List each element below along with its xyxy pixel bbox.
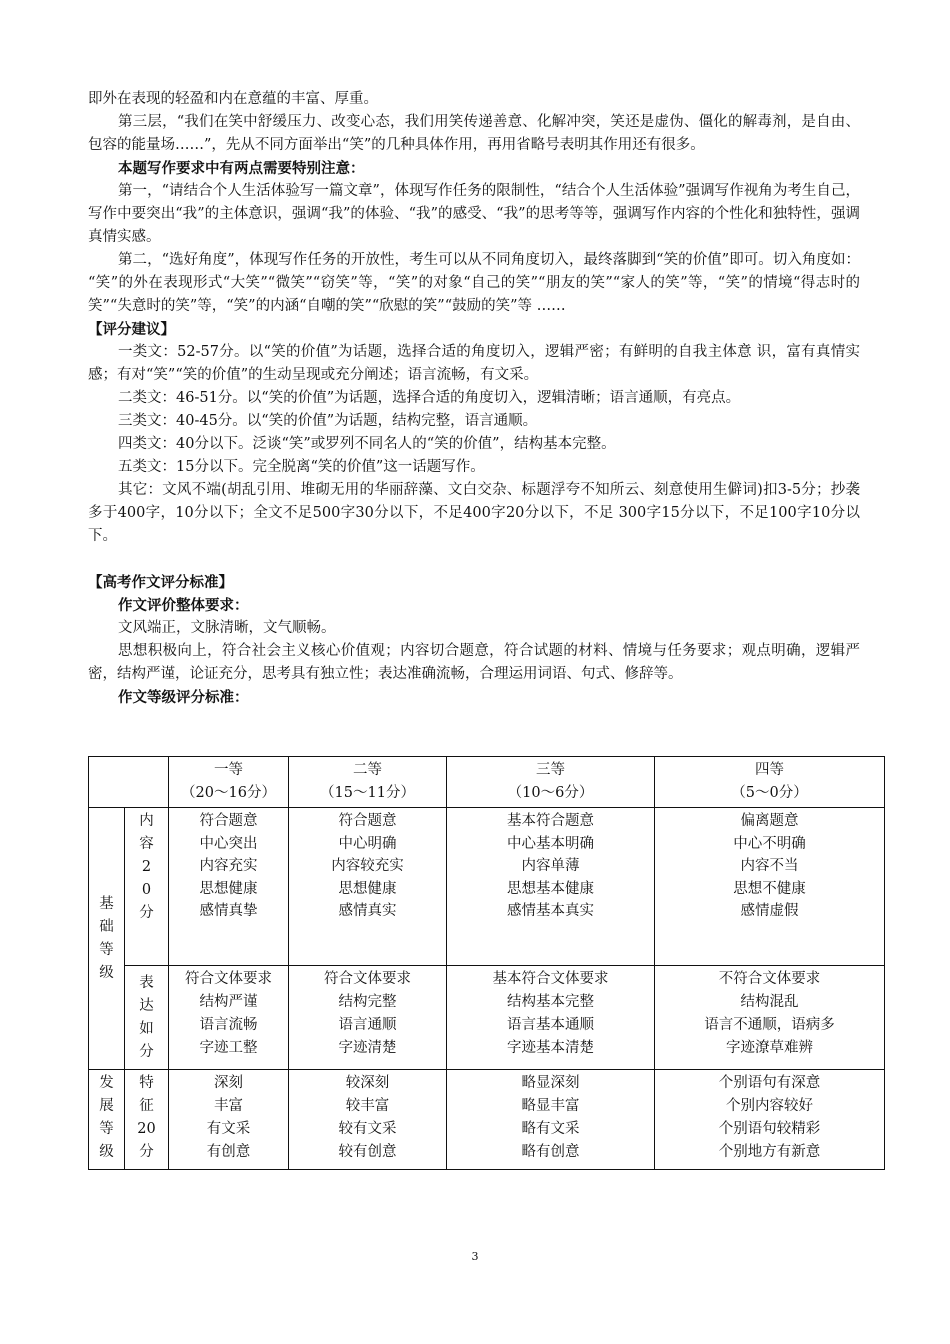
- table-cell: 符合文体要求 结构严谨 语言流畅 字迹工整: [169, 966, 289, 1070]
- paragraph: 其它：文风不端(胡乱引用、堆砌无用的华丽辞藻、文白交杂、标题浮夸不知所云、刻意使用生僻词)扣3-5分；抄袭多于400字，10分以下；全文不足500字30分以下，不足400字20分以下，不足 300字15分以下，不足100字10分以下。: [88, 482, 860, 544]
- header-cell: 四等 （5～0分）: [655, 757, 885, 808]
- table-cell: 深刻 丰富 有文采 有创意: [169, 1070, 289, 1170]
- table-cell: 不符合文体要求 结构混乱 语言不通顺，语病多 字迹潦草难辨: [655, 966, 885, 1070]
- paragraph: 第一，“请结合个人生活体验写一篇文章”，体现写作任务的限制性，“结合个人生活体验”强调写作视角为考生自己，写作中要突出“我”的主体意识，强调“我”的体验、“我”的感受、“我”的思考等等，强调写作内容的个性化和独特性，强调真情实感。: [88, 183, 860, 245]
- document-body: [88, 88, 860, 709]
- page-number: 3: [471, 1250, 479, 1263]
- table-cell: 个别语句有深意 个别内容较好 个别语句较精彩 个别地方有新意: [655, 1070, 885, 1170]
- paragraph: 二类文：46-51分。以“笑的价值”为话题，选择合适的角度切入，逻辑清晰；语言通顺，有亮点。: [118, 390, 741, 406]
- table-cell: 基本符合题意 中心基本明确 内容单薄 思想基本健康 感情基本真实: [447, 808, 655, 966]
- table-row: [89, 808, 885, 966]
- paragraph: 三类文：40-45分。以“笑的价值”为话题，结构完整，语言通顺。: [118, 413, 538, 429]
- paragraph: 第二，“选好角度”，体现写作任务的开放性，考生可以从不同角度切入，最终落脚到“笑的价值”即可。切入角度如： “笑”的外在表现形式“大笑”“微笑”“窃笑”等，“笑”的对象“自己的笑”“朋友的笑”“家人的笑”等，“笑”的情境“得志时的笑”“失意时的笑”等，“笑”的内涵“自嘲的笑”“欣慰的笑”“鼓励的笑”等 ……: [88, 252, 860, 314]
- table-cell: 偏离题意 中心不明确 内容不当 思想不健康 感情虚假: [655, 808, 885, 966]
- section-heading: 【评分建议】: [88, 321, 175, 338]
- expression-label: 表 达 如 分: [125, 966, 169, 1070]
- header-cell: 三等 （10～6分）: [447, 757, 655, 808]
- subheading: 作文评价整体要求：: [118, 597, 249, 614]
- table-row: [89, 966, 885, 1070]
- develop-level-label: 发 展 等 级: [89, 1070, 125, 1170]
- paragraph: 文风端正，文脉清晰，文气顺畅。: [118, 620, 336, 636]
- paragraph: 一类文：52-57分。以“笑的价值”为话题，选择合适的角度切入，逻辑严密；有鲜明的自我主体意 识，富有真情实感；有对“笑”“笑的价值”的生动呈现或充分阐述；语言流畅，有文采。: [88, 344, 860, 383]
- subheading: 本题写作要求中有两点需要特别注意：: [118, 160, 365, 177]
- feature-label: 特 征 20 分: [125, 1070, 169, 1170]
- paragraph: 第三层，“我们在笑中舒缓压力、改变心态，我们用笑传递善意、化解冲突，笑还是虚伪、僵化的解毒剂，是自由、包容的能量场……”，先从不同方面举出“笑”的几种具体作用，再用省略号表明其作用还有很多。: [88, 114, 860, 153]
- table-header-row: [89, 757, 885, 808]
- table-cell: 较深刻 较丰富 较有文采 较有创意: [289, 1070, 447, 1170]
- paragraph: 五类文：15分以下。完全脱离“笑的价值”这一话题写作。: [118, 459, 485, 475]
- table-cell: 基本符合文体要求 结构基本完整 语言基本通顺 字迹基本清楚: [447, 966, 655, 1070]
- grading-table: [88, 756, 885, 1170]
- basic-level-label: 基 础 等 级: [89, 808, 125, 1070]
- subheading: 作文等级评分标准：: [118, 689, 249, 706]
- content-label: 内 容 2 0 分: [125, 808, 169, 966]
- header-cell: 二等 （15～11分）: [289, 757, 447, 808]
- paragraph: 思想积极向上，符合社会主义核心价值观；内容切合题意，符合试题的材料、情境与任务要求；观点明确，逻辑严密，结构严谨，论证充分，思考具有独立性；表达准确流畅，合理运用词语、句式、修辞等。: [88, 643, 860, 682]
- table-row: [89, 1070, 885, 1170]
- section-heading: 【高考作文评分标准】: [88, 574, 233, 591]
- table-cell: 符合题意 中心明确 内容较充实 思想健康 感情真实: [289, 808, 447, 966]
- table-cell: 符合题意 中心突出 内容充实 思想健康 感情真挚: [169, 808, 289, 966]
- table-cell: 略显深刻 略显丰富 略有文采 略有创意: [447, 1070, 655, 1170]
- table-cell: 符合文体要求 结构完整 语言通顺 字迹清楚: [289, 966, 447, 1070]
- paragraph: 四类文：40分以下。泛谈“笑”或罗列不同名人的“笑的价值”，结构基本完整。: [118, 436, 616, 452]
- paragraph: 即外在表现的轻盈和内在意蕴的丰富、厚重。: [88, 91, 378, 107]
- header-cell: 一等 （20～16分）: [169, 757, 289, 808]
